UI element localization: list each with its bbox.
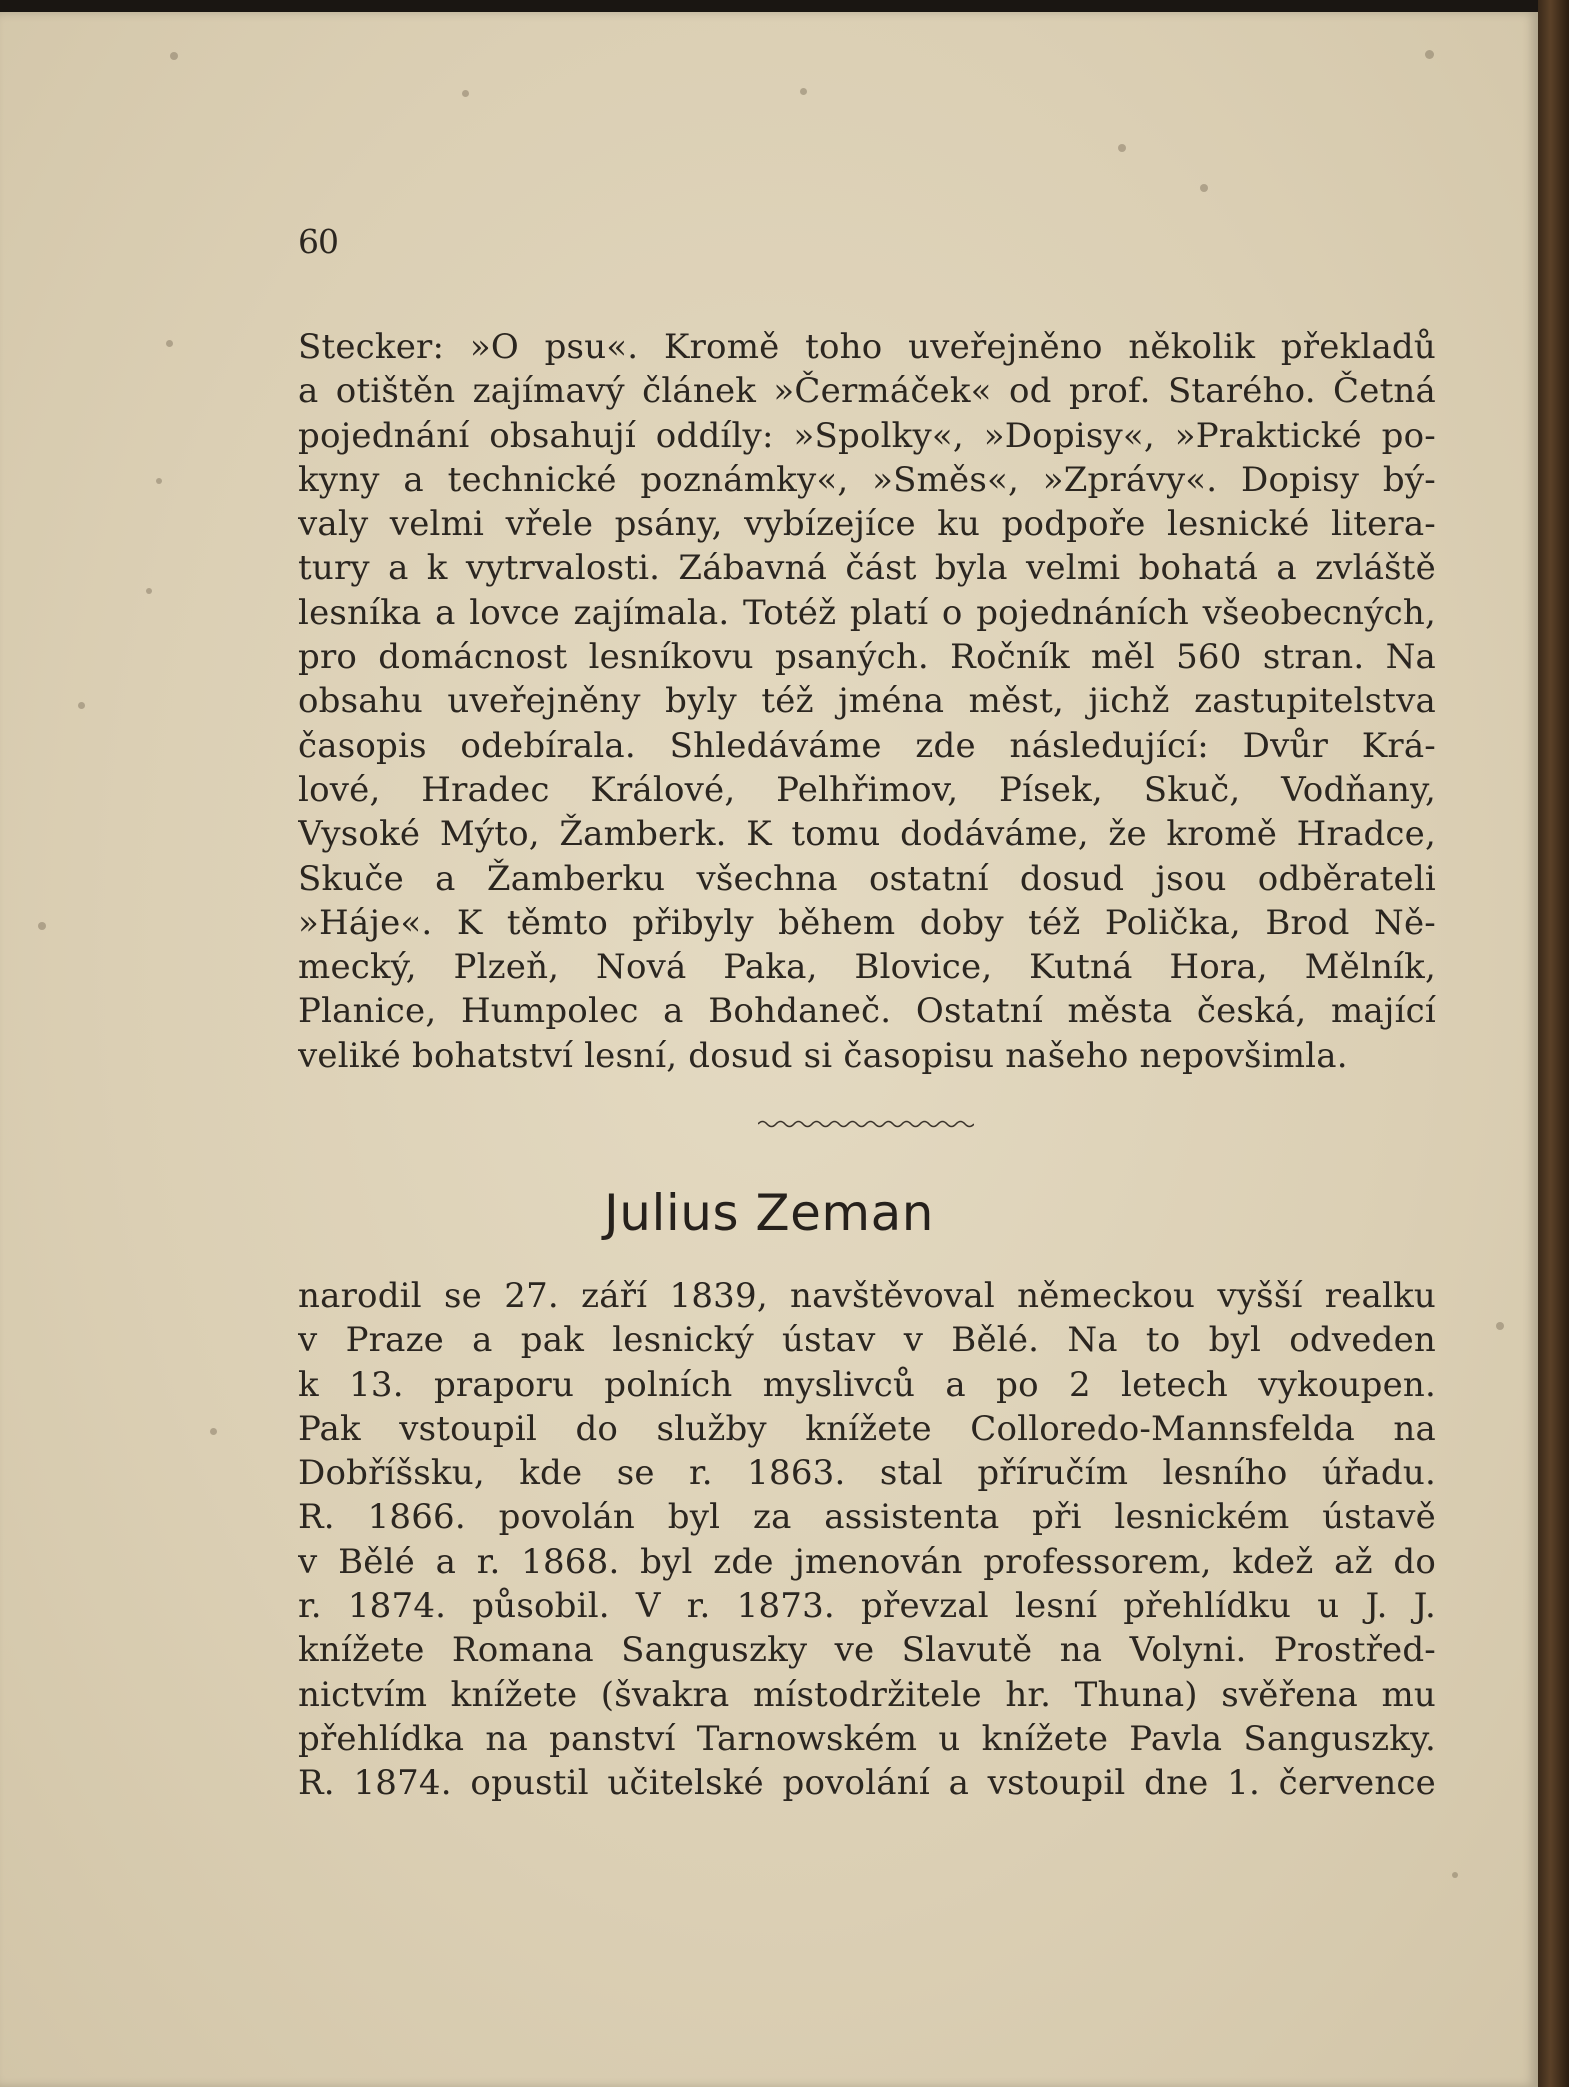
text-line: kyny a technické poznámky«, »Směs«, »Zprávy«. Dopisy bý- <box>298 459 1436 500</box>
text-line: narodil se 27. září 1839, navštěvoval německou vyšší realku <box>298 1276 1436 1316</box>
paper-speck <box>78 702 85 709</box>
text-line: pojednání obsahují oddíly: »Spolky«, »Dopisy«, »Praktické po- <box>298 415 1436 456</box>
paper-speck <box>800 88 807 95</box>
text-line: v Praze a pak lesnický ústav v Bělé. Na to byl odveden <box>298 1320 1436 1361</box>
text-line: Stecker: »O psu«. Kromě toho uveřejněno několik překladů <box>298 327 1436 367</box>
text-line: knížete Romana Sanguszky ve Slavutě na Volyni. Prostřed- <box>298 1630 1436 1671</box>
top-paragraph <box>298 325 1436 1078</box>
paper-speck <box>146 588 152 594</box>
text-line: pro domácnost lesníkovu psaných. Ročník měl 560 stran. Na <box>298 637 1436 678</box>
section-heading: Julius Zeman <box>604 1184 934 1242</box>
text-line: r. 1874. působil. V r. 1873. převzal lesní přehlídku u J. J. <box>298 1586 1436 1627</box>
paper-speck <box>210 1428 217 1435</box>
wavy-divider-ornament <box>758 1118 974 1130</box>
paper-speck <box>170 52 178 60</box>
book-page <box>0 12 1538 2087</box>
biography-paragraph <box>298 1274 1436 1806</box>
paper-speck <box>156 478 162 484</box>
paper-speck <box>1496 1322 1504 1330</box>
paper-speck <box>1200 184 1208 192</box>
page-number: 60 <box>298 222 338 261</box>
text-line: R. 1866. povolán byl za assistenta při lesnickém ústavě <box>298 1497 1436 1538</box>
text-line: mecký, Plzeň, Nová Paka, Blovice, Kutná Hora, Mělník, <box>298 947 1436 988</box>
text-line: Planice, Humpolec a Bohdaneč. Ostatní města česká, mající <box>298 991 1436 1032</box>
text-line: R. 1874. opustil učitelské povolání a vstoupil dne 1. července <box>298 1763 1436 1804</box>
paper-speck <box>1452 1872 1458 1878</box>
text-line: k 13. praporu polních myslivců a po 2 letech vykoupen. <box>298 1364 1436 1405</box>
paper-speck <box>38 922 46 930</box>
text-line: Pak vstoupil do služby knížete Colloredo-Mannsfelda na <box>298 1408 1436 1449</box>
text-line: lové, Hradec Králové, Pelhřimov, Písek, Skuč, Vodňany, <box>298 769 1436 810</box>
text-line: nictvím knížete (švakra místodržitele hr. Thuna) svěřena mu <box>298 1674 1436 1715</box>
paper-speck <box>1425 50 1434 59</box>
text-line: přehlídka na panství Tarnowském u knížete Pavla Sanguszky. <box>298 1718 1436 1759</box>
text-line: lesníka a lovce zajímala. Totéž platí o pojednáních všeobecných, <box>298 592 1436 633</box>
text-line: časopis odebírala. Shledáváme zde následující: Dvůr Krá- <box>298 725 1436 766</box>
text-line: v Bělé a r. 1868. byl zde jmenován professorem, kdež až do <box>298 1541 1436 1582</box>
book-binding-edge <box>1538 0 1569 2087</box>
text-line: Dobříšsku, kde se r. 1863. stal příručím lesního úřadu. <box>298 1453 1436 1494</box>
paper-speck <box>166 340 173 347</box>
text-line: a otištěn zajímavý článek »Čermáček« od prof. Starého. Četná <box>298 371 1436 412</box>
text-line: Vysoké Mýto, Žamberk. K tomu dodáváme, že kromě Hradce, <box>298 814 1436 855</box>
text-line: valy velmi vřele psány, vybízejíce ku podpoře lesnické litera- <box>298 504 1436 545</box>
text-line: »Háje«. K těmto přibyly během doby též Polička, Brod Ně- <box>298 902 1436 943</box>
text-line: tury a k vytrvalosti. Zábavná část byla velmi bohatá a zvláště <box>298 548 1436 589</box>
paper-speck <box>462 90 469 97</box>
paper-speck <box>1118 144 1126 152</box>
text-line: veliké bohatství lesní, dosud si časopisu našeho nepovšimla. <box>298 1035 1348 1076</box>
text-line: Skuče a Žamberku všechna ostatní dosud jsou odběrateli <box>298 858 1436 899</box>
text-line: obsahu uveřejněny byly též jména měst, jichž zastupitelstva <box>298 681 1436 722</box>
